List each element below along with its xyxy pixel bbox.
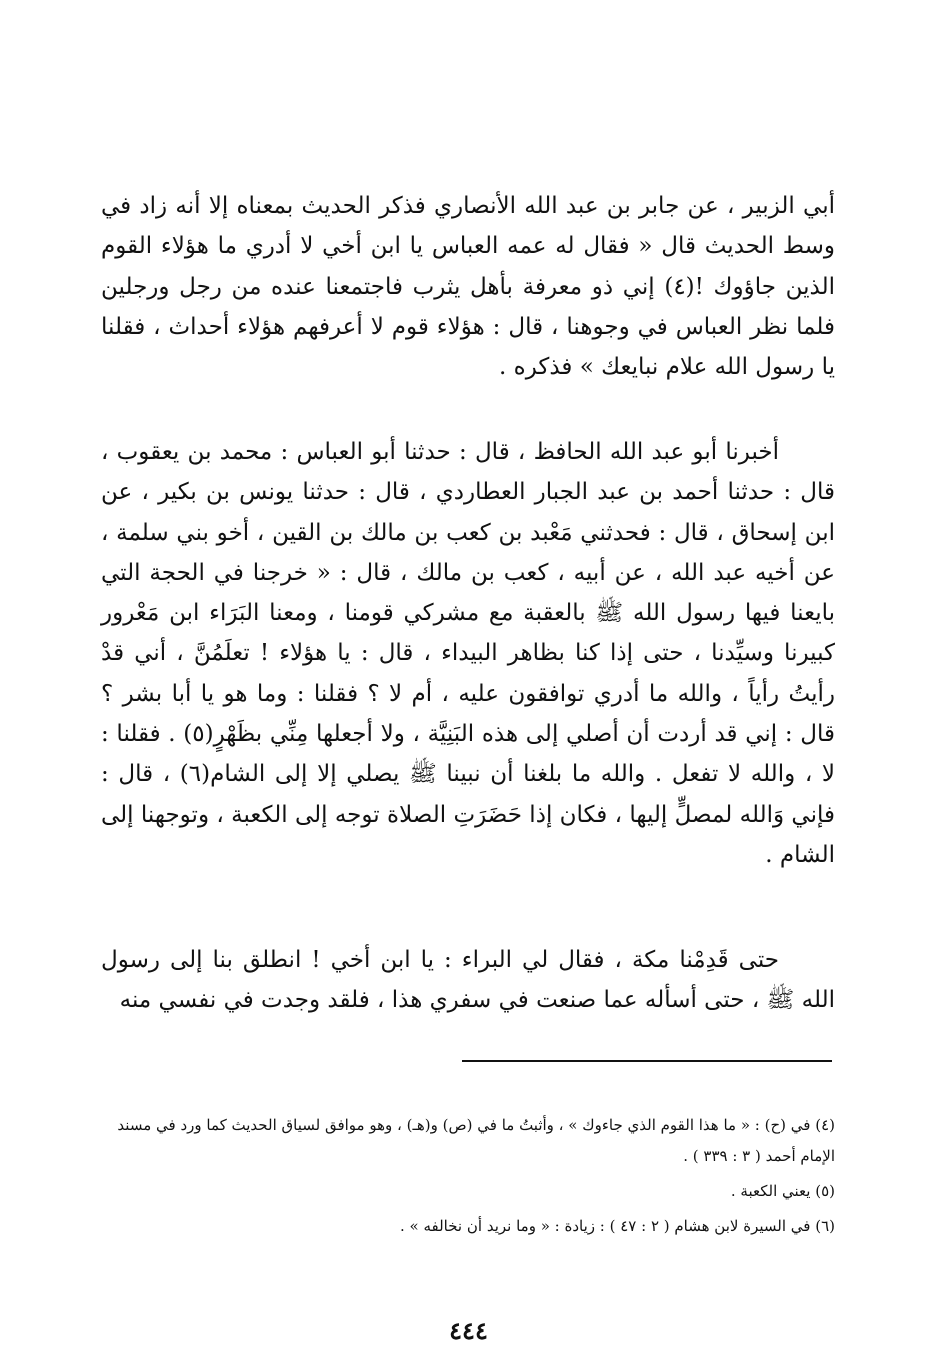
- page-number: ٤٤٤: [449, 1316, 488, 1345]
- footnote-5: (٥) يعني الكعبة .: [730, 1182, 835, 1200]
- footnotes: [101, 1110, 835, 1246]
- body-paragraph-1: أبي الزبير ، عن جابر بن عبد الله الأنصاري فذكر الحديث بمعناه إلا أنه زاد في وسط الحديث قال « فقال له عمه العباس يا ابن أخي لا أدري ما هؤلاء القوم الذين جاؤوك !(٤) إني ذو معرفة بأهل يثرب فاجتمعنا عنده من رجل ورجلين فلما نظر العباس في وجوهنا ، قال : هؤلاء قوم لا أعرفهم هؤلاء أحداث ، فقلنا يا رسول الله علام نبايعك » فذكره .: [101, 193, 835, 381]
- footnote-6: (٦) في السيرة لابن هشام ( ٢ : ٤٧ ) : زيادة : « وما نريد أن نخالفه » .: [400, 1217, 835, 1235]
- body-paragraph-2: أخبرنا أبو عبد الله الحافظ ، قال : حدثنا أبو العباس : محمد بن يعقوب ، قال : حدثنا أحمد بن عبد الجبار العطاردي ، قال : حدثنا يونس بن بكير ، عن ابن إسحاق ، قال : فحدثني مَعْبد بن كعب بن مالك بن القين ، أخو بني سلمة ، عن أخيه عبد الله ، عن أبيه ، كعب بن مالك ، قال : « خرجنا في الحجة التي بايعنا فيها رسول الله ﷺ بالعقبة مع مشركي قومنا ، ومعنا البَرَاء ابن مَعْرور كبيرنا وسيِّدنا ، حتى إذا كنا بظاهر البيداء ، قال : يا هؤلاء ! تعلَمُنَّ ، أني قدْ رأيتُ رأياً ، والله ما أدري توافقون عليه ، أم لا ؟ فقلنا : وما هو يا أبا بشر ؟ قال : إني قد أردت أن أصلي إلى هذه البَنِيَّة ، ولا أجعلها مِنِّي بظَهْرٍ(٥) . فقلنا : لا ، والله لا تفعل . والله ما بلغنا أن نبينا ﷺ يصلي إلا إلى الشام(٦) ، قال : فإني وَالله لمصلٍّ إليها ، فكان إذا حَضَرَتِ الصلاة توجه إلى الكعبة ، وتوجهنا إلى الشام .: [101, 439, 835, 868]
- body-paragraph-3: حتى قَدِمْنا مكة ، فقال لي البراء : يا ابن أخي ! انطلق بنا إلى رسول الله ﷺ ، حتى أسأله عما صنعت في سفري هذا ، فلقد وجدت في نفسي منه: [101, 947, 835, 1014]
- footnote-4: (٤) في (ح) : « ما هذا القوم الذي جاءوك » ، وأثبتُ ما في (ص) و(هـ) ، وهو موافق لسياق الحديث كما ورد في مسند الإمام أحمد ( ٣ : ٣٣٩ ) .: [117, 1116, 835, 1165]
- footnote-separator: [462, 1060, 832, 1062]
